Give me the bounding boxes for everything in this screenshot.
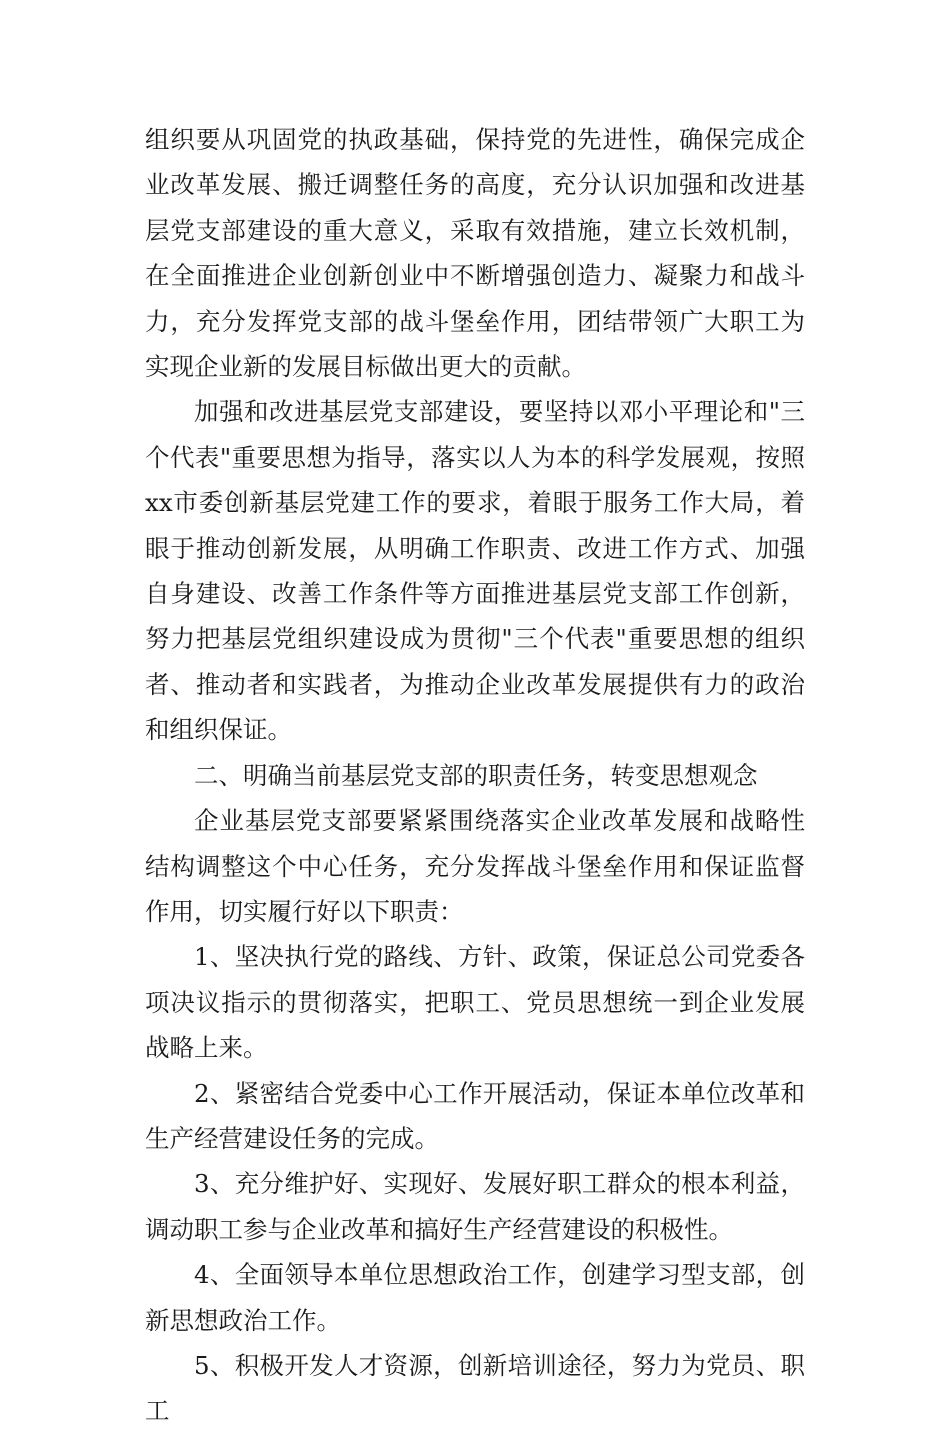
duty-item-4: 4、全面领导本单位思想政治工作，创建学习型支部，创新思想政治工作。: [145, 1260, 805, 1335]
duty-item-5: 5、积极开发人才资源，创新培训途径，努力为党员、职工: [145, 1350, 805, 1426]
paragraph-2: 加强和改进基层党支部建设，要坚持以邓小平理论和"三个代表"重要思想为指导，落实以人为本的科学发展观，按照xx市委创新基层党建工作的要求，着眼于服务工作大局，着眼于推动创新发展，从明确工作职责、改进工作方式、加强自身建设、改善工作条件等方面推进基层党支部工作创新，努力把基层党组织建设成为贯彻"三个代表"重要思想的组织者、推动者和实践者，为推动企业改革发展提供有力的政治和组织保证。: [145, 397, 805, 745]
duty-item-2: 2、紧密结合党委中心工作开展活动，保证本单位改革和生产经营建设任务的完成。: [145, 1078, 805, 1153]
duty-item-1: 1、坚决执行党的路线、方针、政策，保证总公司党委各项决议指示的贯彻落实，把职工、党员思想统一到企业发展战略上来。: [145, 942, 805, 1063]
duty-item-3: 3、充分维护好、实现好、发展好职工群众的根本利益，调动职工参与企业改革和搞好生产经营建设的积极性。: [145, 1169, 805, 1244]
paragraph-3: 企业基层党支部要紧紧围绕落实企业改革发展和战略性结构调整这个中心任务，充分发挥战斗堡垒作用和保证监督作用，切实履行好以下职责：: [145, 806, 805, 926]
document-body: [145, 117, 805, 1434]
section-heading: 二、明确当前基层党支部的职责任务，转变思想观念: [194, 760, 758, 790]
paragraph-1: 组织要从巩固党的执政基础，保持党的先进性，确保完成企业改革发展、搬迁调整任务的高度，充分认识加强和改进基层党支部建设的重大意义，采取有效措施，建立长效机制，在全面推进企业创新创业中不断增强创造力、凝聚力和战斗力，充分发挥党支部的战斗堡垒作用，团结带领广大职工为实现企业新的发展目标做出更大的贡献。: [145, 125, 805, 382]
